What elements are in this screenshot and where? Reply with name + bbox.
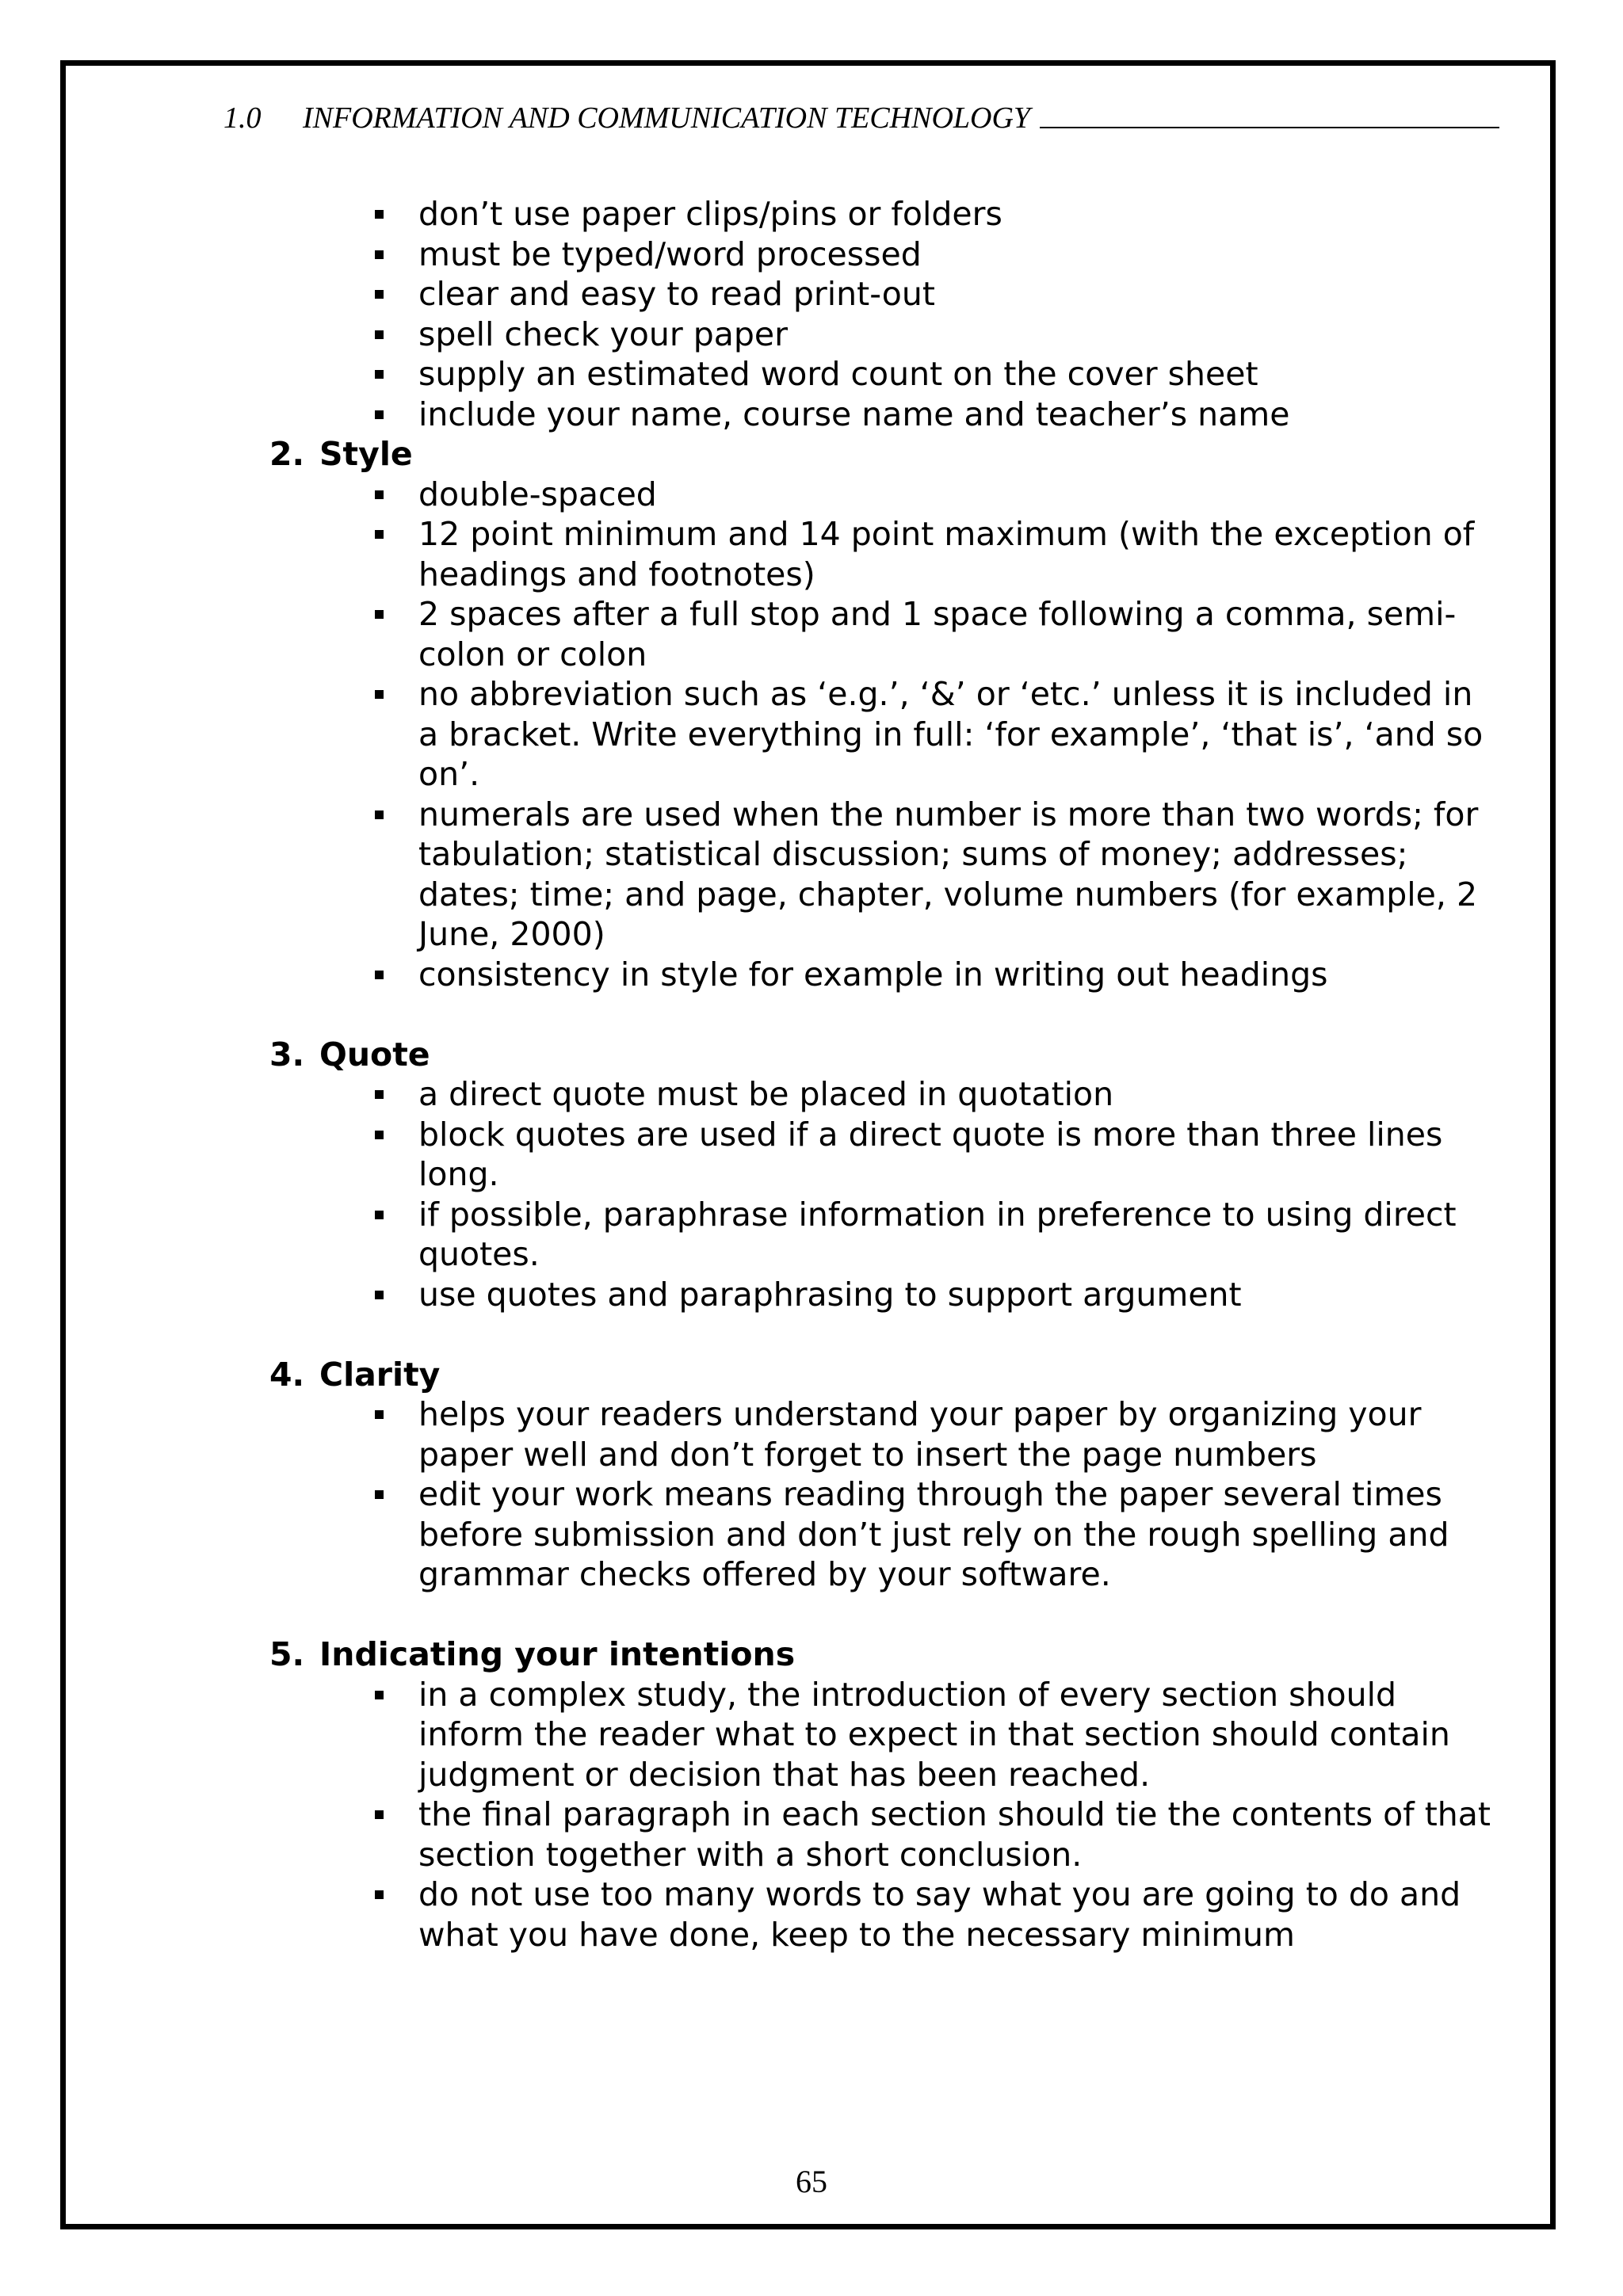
list-item: if possible, paraphrase information in preference to using direct quotes. [418,1195,1502,1275]
list-item: block quotes are used if a direct quote is more than three lines long. [418,1115,1502,1195]
list-item: double-spaced [418,475,1502,515]
list-item: include your name, course name and teacher’s name [418,395,1502,435]
section-number: 4. [269,1355,305,1394]
section-title: Clarity [319,1355,441,1394]
section-heading-style [269,434,1502,475]
page-content [269,194,1502,1955]
section-title: Indicating your intentions [319,1635,796,1673]
section-heading-clarity [269,1355,1502,1395]
section-spacer [269,1314,1502,1355]
list-item: must be typed/word processed [418,235,1502,275]
quote-list [269,1074,1502,1314]
list-item: numerals are used when the number is more than two words; for tabulation; statistical discussion; sums of money; addresses; dates; time; and page, chapter, volume numbers (for example, 2 June, 2000) [418,795,1502,955]
section-title: Quote [319,1035,430,1074]
header-rule [1040,127,1499,128]
list-item: use quotes and paraphrasing to support argument [418,1275,1502,1315]
section-number: 3. [269,1035,305,1074]
header-section-number: 1.0 [223,101,262,135]
section-number: 2. [269,435,305,473]
list-item: clear and easy to read print-out [418,274,1502,315]
section-heading-intentions [269,1634,1502,1675]
list-item: do not use too many words to say what you are going to do and what you have done, keep to the necessary minimum [418,1875,1502,1955]
intentions-list [269,1675,1502,1955]
list-item: no abbreviation such as ‘e.g.’, ‘&’ or ‘etc.’ unless it is included in a bracket. Write everything in full: ‘for example’, ‘that is’, ‘and so on’. [418,674,1502,795]
list-item: the final paragraph in each section should tie the contents of that section together with a short conclusion. [418,1794,1502,1875]
page-number: 65 [796,2164,827,2199]
style-list [269,475,1502,995]
section-heading-quote [269,1035,1502,1075]
list-item: spell check your paper [418,315,1502,355]
section-spacer [269,1595,1502,1635]
list-item: a direct quote must be placed in quotation [418,1074,1502,1115]
clarity-list [269,1394,1502,1595]
list-item: supply an estimated word count on the cover sheet [418,354,1502,395]
section-title: Style [319,435,413,473]
intro-list [269,194,1502,434]
list-item: helps your readers understand your paper by organizing your paper well and don’t forget to insert the page numbers [418,1394,1502,1474]
section-number: 5. [269,1635,305,1673]
section-spacer [269,994,1502,1035]
running-header [223,98,1499,138]
list-item: consistency in style for example in writing out headings [418,955,1502,995]
list-item: in a complex study, the introduction of every section should inform the reader what to expect in that section should contain judgment or decision that has been reached. [418,1675,1502,1795]
list-item: edit your work means reading through the paper several times before submission and don’t just rely on the rough spelling and grammar checks offered by your software. [418,1474,1502,1595]
list-item: don’t use paper clips/pins or folders [418,194,1502,235]
list-item: 12 point minimum and 14 point maximum (with the exception of headings and footnotes) [418,514,1502,594]
header-title: INFORMATION AND COMMUNICATION TECHNOLOGY [303,101,1031,135]
list-item: 2 spaces after a full stop and 1 space following a comma, semi-colon or colon [418,594,1502,674]
